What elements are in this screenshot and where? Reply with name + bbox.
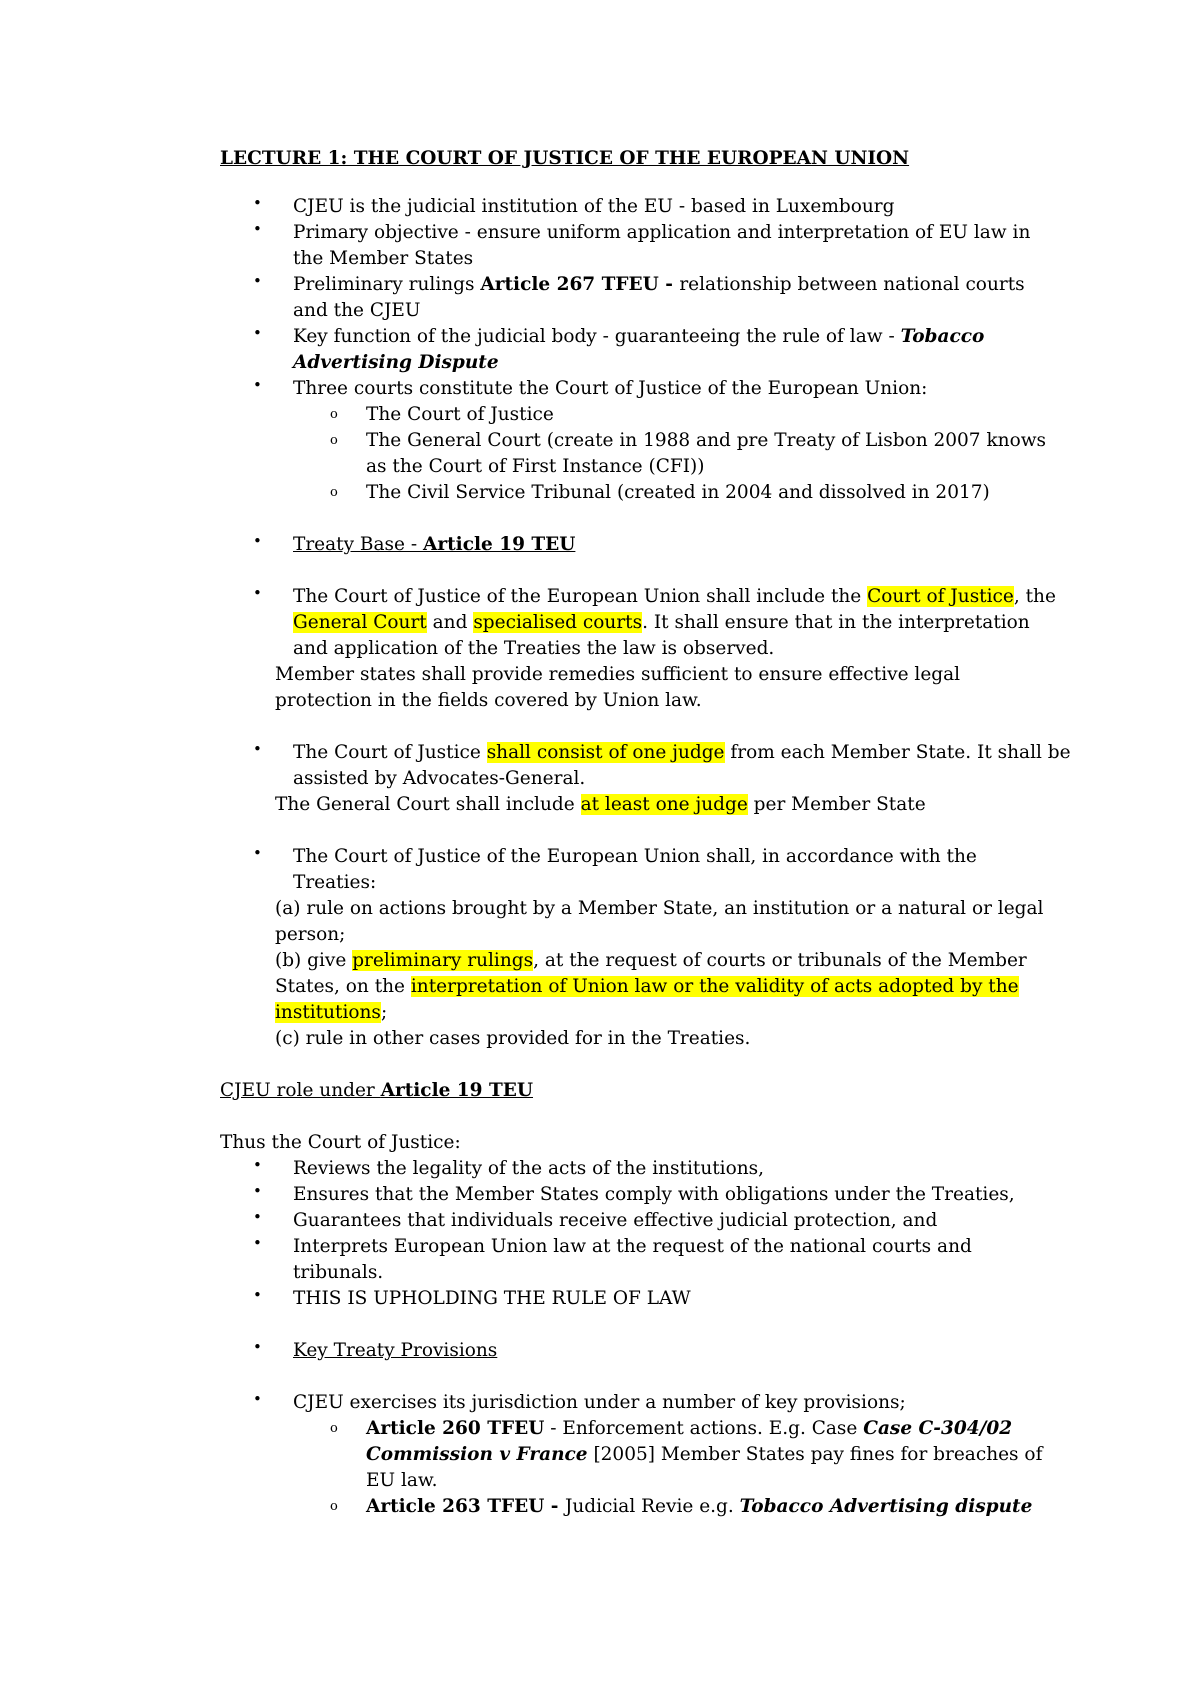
sub-bullet-2-line-2: as the Court of First Instance (CFI))	[366, 456, 705, 477]
article19-para-2-line-2: assisted by Advocates-General.	[293, 768, 586, 789]
intro-bullet-3-line-1	[293, 272, 1025, 298]
article19-para-3-item-b-line-2	[275, 974, 1019, 1000]
text-run: - Enforcement actions. E.g. Case	[544, 1418, 864, 1439]
highlight: specialised courts	[473, 612, 643, 633]
article-ref: Article 263 TFEU -	[366, 1496, 565, 1517]
bullet-icon: •	[253, 532, 262, 550]
bullet-icon: •	[253, 272, 262, 290]
sub-bullet-icon: o	[330, 485, 338, 500]
provisions-heading: Key Treaty Provisions	[293, 1340, 498, 1361]
article260-line-1	[366, 1416, 1012, 1442]
text-run: ;	[380, 1002, 388, 1023]
article19-para-1-line-2	[293, 610, 1030, 636]
intro-bullet-3-line-2: and the CJEU	[293, 300, 421, 321]
bullet-icon: •	[253, 376, 262, 394]
article19-para-3-line-1: The Court of Justice of the European Union shall, in accordance with the	[293, 846, 977, 867]
article-ref: Article 19 TEU	[423, 534, 576, 555]
intro-bullet-1: CJEU is the judicial institution of the EU - based in Luxembourg	[293, 196, 895, 217]
text-run: and	[426, 612, 474, 633]
page-title: LECTURE 1: THE COURT OF JUSTICE OF THE EUROPEAN UNION	[220, 148, 910, 169]
bullet-icon: •	[253, 1234, 262, 1252]
bullet-icon: •	[253, 194, 262, 212]
intro-bullet-4-line-2: Advertising Dispute	[293, 352, 499, 373]
sub-bullet-icon: o	[330, 1499, 338, 1514]
role-bullet-1: Reviews the legality of the acts of the institutions,	[293, 1158, 765, 1179]
article-ref: Article 267 TFEU -	[480, 274, 680, 295]
treaty-base-heading	[293, 532, 575, 558]
text-run: . It shall ensure that in the interpretation	[642, 612, 1030, 633]
text-run: States, on the	[275, 976, 411, 997]
article19-para-3-item-a-line-2: person;	[275, 924, 346, 945]
role-bullet-4-line-2: tribunals.	[293, 1262, 384, 1283]
article19-para-1-line-5: protection in the fields covered by Union law.	[275, 690, 702, 711]
bullet-icon: •	[253, 1286, 262, 1304]
text-run: , the	[1013, 586, 1056, 607]
sub-bullet-icon: o	[330, 407, 338, 422]
text-run: from each Member State. It shall be	[724, 742, 1071, 763]
highlight: Court of Justice	[867, 586, 1014, 607]
highlight: shall consist of one judge	[486, 742, 725, 763]
intro-bullet-5: Three courts constitute the Court of Justice of the European Union:	[293, 378, 928, 399]
role-intro: Thus the Court of Justice:	[220, 1132, 461, 1153]
sub-bullet-icon: o	[330, 1421, 338, 1436]
article-ref: Article 19 TEU	[380, 1080, 533, 1101]
text-run: , at the request of courts or tribunals of the Member	[533, 950, 1027, 971]
role-bullet-3: Guarantees that individuals receive effective judicial protection, and	[293, 1210, 938, 1231]
article19-para-2-line-1	[293, 740, 1071, 766]
text-run: CJEU role under	[220, 1080, 381, 1101]
text-run: (b) give	[275, 950, 353, 971]
role-heading	[220, 1078, 533, 1104]
text-run: [2005] Member States pay fines for breaches of	[587, 1444, 1043, 1465]
sub-bullet-3: The Civil Service Tribunal (created in 2004 and dissolved in 2017)	[366, 482, 990, 503]
text-run: Judicial Revie e.g.	[564, 1496, 740, 1517]
case-ref: Tobacco Advertising dispute	[739, 1496, 1033, 1517]
article19-para-1-line-1	[293, 584, 1056, 610]
article19-para-3-item-b-line-1	[275, 948, 1027, 974]
text-run: The Court of Justice of the European Union shall include the	[293, 586, 868, 607]
article19-para-1-line-4: Member states shall provide remedies sufficient to ensure effective legal	[275, 664, 961, 685]
bullet-icon: •	[253, 220, 262, 238]
bullet-icon: •	[253, 324, 262, 342]
text-run: relationship between national courts	[679, 274, 1025, 295]
case-ref: Case C-304/02	[863, 1418, 1013, 1439]
bullet-icon: •	[253, 844, 262, 862]
article19-para-1-line-3: and application of the Treaties the law is observed.	[293, 638, 775, 659]
bullet-icon: •	[253, 1390, 262, 1408]
highlight: institutions	[275, 1002, 381, 1023]
provisions-intro: CJEU exercises its jurisdiction under a number of key provisions;	[293, 1392, 906, 1413]
bullet-icon: •	[253, 1182, 262, 1200]
article19-para-3-item-c: (c) rule in other cases provided for in the Treaties.	[275, 1028, 751, 1049]
text-run: Treaty Base -	[293, 534, 424, 555]
text-run: per Member State	[747, 794, 926, 815]
article-ref: Article 260 TFEU	[366, 1418, 545, 1439]
bullet-icon: •	[253, 1338, 262, 1356]
sub-bullet-2-line-1: The General Court (create in 1988 and pre Treaty of Lisbon 2007 knows	[366, 430, 1047, 451]
sub-bullet-1: The Court of Justice	[366, 404, 554, 425]
text-run: Preliminary rulings	[293, 274, 481, 295]
case-ref: Tobacco	[900, 326, 985, 347]
highlight: at least one judge	[580, 794, 748, 815]
text-run: The General Court shall include	[275, 794, 581, 815]
intro-bullet-4-line-1	[293, 324, 984, 350]
intro-bullet-2-line-2: the Member States	[293, 248, 474, 269]
bullet-icon: •	[253, 740, 262, 758]
bullet-icon: •	[253, 1208, 262, 1226]
role-bullet-5: THIS IS UPHOLDING THE RULE OF LAW	[293, 1288, 691, 1309]
intro-bullet-2-line-1: Primary objective - ensure uniform application and interpretation of EU law in	[293, 222, 1031, 243]
text-run: The Court of Justice	[293, 742, 487, 763]
highlight: preliminary rulings	[352, 950, 534, 971]
highlight: General Court	[293, 612, 427, 633]
role-bullet-4-line-1: Interprets European Union law at the request of the national courts and	[293, 1236, 972, 1257]
article19-para-2-line-3	[275, 792, 926, 818]
article19-para-3-item-a-line-1: (a) rule on actions brought by a Member State, an institution or a natural or legal	[275, 898, 1044, 919]
article260-line-3: EU law.	[366, 1470, 438, 1491]
role-bullet-2: Ensures that the Member States comply with obligations under the Treaties,	[293, 1184, 1015, 1205]
article260-line-2	[366, 1442, 1042, 1468]
article19-para-3-line-2: Treaties:	[293, 872, 377, 893]
bullet-icon: •	[253, 584, 262, 602]
highlight: interpretation of Union law or the validity of acts adopted by the	[410, 976, 1019, 997]
article263-line	[366, 1494, 1032, 1520]
article19-para-3-item-b-line-3	[275, 1000, 387, 1026]
bullet-icon: •	[253, 1156, 262, 1174]
case-ref: Commission v France	[366, 1444, 588, 1465]
text-run: Key function of the judicial body - guaranteeing the rule of law -	[293, 326, 901, 347]
sub-bullet-icon: o	[330, 433, 338, 448]
